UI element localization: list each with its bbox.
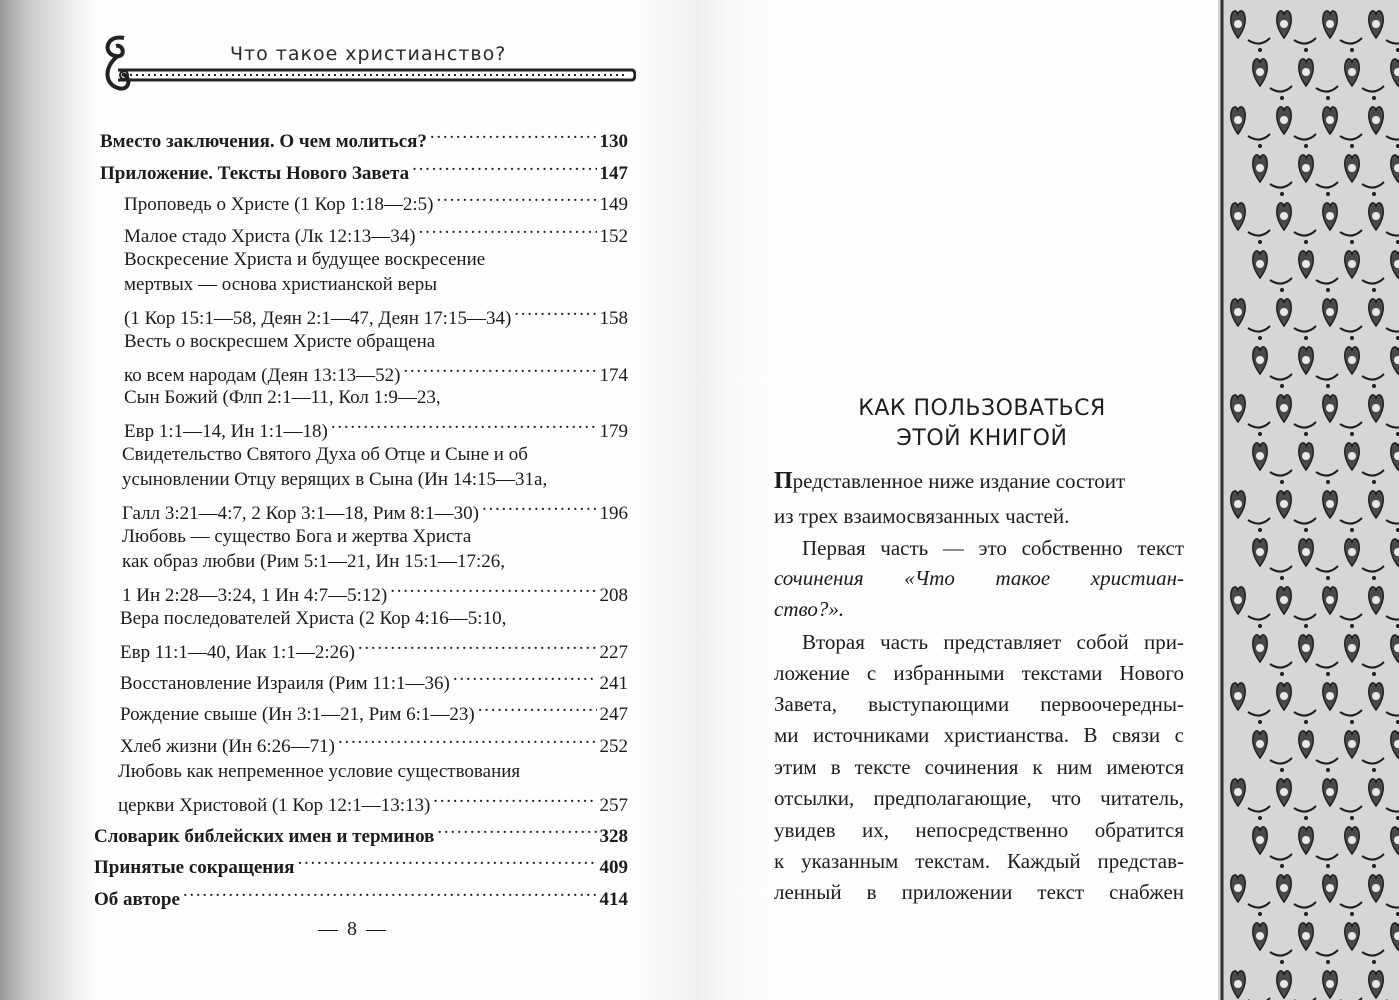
body-text-line: ми источниками христианства. В связи с xyxy=(774,723,1184,747)
toc-entry-title-line: Галл 3:21—4:7, 2 Кор 3:1—18, Рим 8:1—30) xyxy=(122,503,480,524)
toc-entry-title: Приложение. Тексты Нового Завета xyxy=(100,163,410,184)
toc-leader-dots xyxy=(297,844,596,873)
ornamental-rule-icon xyxy=(96,26,636,106)
toc-entry-title-line: (1 Кор 15:1—58, Деян 2:1—47, Деян 17:15—34) xyxy=(124,308,512,329)
center-fold-shadow xyxy=(640,0,770,1000)
toc-entry-title-line: мертвых — основа христианской веры xyxy=(124,274,438,295)
body-text: редставленное ниже издание состоит xyxy=(792,469,1126,493)
toc-leader-dots xyxy=(331,408,597,437)
toc-entry-page: 208 xyxy=(599,585,628,606)
body-text-line: Вторая часть представляет собой при- xyxy=(802,630,1184,654)
toc-entry-title-line: как образ любви (Рим 5:1—21, Ин 15:1—17:26, xyxy=(122,551,506,572)
toc-entry-title-line: Свидетельство Святого Духа об Отце и Сыне и об xyxy=(122,444,528,465)
floral-pattern-icon xyxy=(1218,0,1399,1000)
toc-leader-dots xyxy=(433,782,596,811)
toc-leader-dots xyxy=(390,572,596,601)
running-head-title: Что такое христианство? xyxy=(230,43,507,65)
toc-entry-title: Рождение свыше (Ин 3:1—21, Рим 6:1—23) xyxy=(120,704,475,725)
chapter-title-line: ЭТОЙ КНИГОЙ xyxy=(896,426,1068,451)
toc-leader-dots xyxy=(183,876,597,905)
toc-entry-page: 252 xyxy=(599,736,628,757)
toc-leader-dots xyxy=(514,295,596,324)
body-text-line: ленный в приложении текст снабжен xyxy=(774,880,1184,904)
toc-entry-title: Об авторе xyxy=(94,889,180,910)
toc-entry-page: 227 xyxy=(599,642,628,663)
body-text-line: отсылки, предполагающие, что читатель, xyxy=(774,786,1184,810)
toc-entry-page: 328 xyxy=(599,826,628,847)
toc-leader-dots xyxy=(358,629,597,658)
toc-entry-title: Хлеб жизни (Ин 6:26—71) xyxy=(120,736,336,757)
toc-entry-page: 414 xyxy=(599,889,628,910)
toc-entry-title: Проповедь о Христе (1 Кор 1:18—2:5) xyxy=(124,194,434,215)
toc-entry-page: 196 xyxy=(599,503,628,524)
chapter-title xyxy=(782,394,1182,454)
toc-leader-dots xyxy=(453,660,597,689)
drop-cap: П xyxy=(774,468,793,494)
toc-leader-dots xyxy=(430,118,597,147)
toc-entry-title: Восстановление Израиля (Рим 11:1—36) xyxy=(120,673,450,694)
toc-entry-page: 409 xyxy=(599,857,628,878)
page-number: — 8 — xyxy=(318,918,388,940)
body-text-line: этим в тексте сочинения к ним имеются xyxy=(774,755,1184,779)
floral-border-ornament xyxy=(1218,0,1399,1000)
toc-entry-title-line: Вера последователей Христа (2 Кор 4:16—5:10, xyxy=(120,608,507,629)
toc-entry-title-line: Сын Божий (Флп 2:1—11, Кол 1:9—23, xyxy=(124,387,441,408)
toc-leader-dots xyxy=(338,723,596,752)
toc-entry-page: 174 xyxy=(599,365,628,386)
toc-entry-page: 152 xyxy=(599,226,628,247)
body-text-line: к указанным текстам. Каждый представ- xyxy=(774,849,1184,873)
toc-entry-page: 147 xyxy=(599,163,628,184)
toc-leader-dots xyxy=(412,150,596,179)
body-text-line: ство?». xyxy=(774,597,845,621)
toc-entry-title-line: усыновлении Отцу верящих в Сына (Ин 14:15—31а, xyxy=(122,469,548,490)
toc-entry-title-line: Весть о воскресшем Христе обращена xyxy=(124,331,436,352)
chapter-title-line: КАК ПОЛЬЗОВАТЬСЯ xyxy=(858,396,1106,421)
toc-entry-title: Вместо заключения. О чем молиться? xyxy=(100,131,427,152)
toc-leader-dots xyxy=(403,352,596,381)
toc-entry-title-line: Евр 11:1—40, Иак 1:1—2:26) xyxy=(120,642,355,663)
toc-entry-title-line: Любовь — существо Бога и жертва Христа xyxy=(122,526,472,547)
body-text-line: сочинения «Что такое христиан- xyxy=(774,566,1184,590)
toc-entry-title: Принятые сокращения xyxy=(94,857,295,878)
toc-entry-page: 247 xyxy=(599,704,628,725)
body-text-line: Завета, выступающими первоочередны- xyxy=(774,692,1184,716)
toc-leader-dots xyxy=(437,181,597,210)
toc-entry-title: Словарик библейских имен и терминов xyxy=(94,826,435,847)
book-gutter-shadow xyxy=(0,0,92,1000)
toc-entry-title-line: церкви Христовой (1 Кор 12:1—13:13) xyxy=(118,795,431,816)
toc-entry[interactable] xyxy=(120,723,628,761)
toc-leader-dots xyxy=(482,490,596,519)
body-text-line xyxy=(774,466,1184,496)
running-head xyxy=(96,26,636,106)
toc-leader-dots xyxy=(437,813,596,842)
toc-entry-page: 130 xyxy=(599,131,628,152)
toc-leader-dots xyxy=(478,691,597,720)
toc-entry-title-line: Евр 1:1—14, Ин 1:1—18) xyxy=(124,421,328,442)
body-text-line: ложение с избранными текстами Нового xyxy=(774,661,1184,685)
toc-entry-title-line: 1 Ин 2:28—3:24, 1 Ин 4:7—5:12) xyxy=(122,585,388,606)
toc-entry-page: 149 xyxy=(599,194,628,215)
toc-entry-page: 179 xyxy=(599,421,628,442)
toc-leader-dots xyxy=(419,213,597,242)
body-text-line: из трех взаимосвязанных частей. xyxy=(774,504,1070,528)
toc-entry-page: 158 xyxy=(599,308,628,329)
toc-entry[interactable] xyxy=(94,876,628,914)
toc-entry-page: 241 xyxy=(599,673,628,694)
toc-entry-title-line: Любовь как непременное условие существования xyxy=(118,761,521,782)
body-text-line: увидев их, непосредственно обратится xyxy=(774,818,1184,842)
toc-entry-title-line: Воскресение Христа и будущее воскресение xyxy=(124,249,486,270)
toc-entry-title: Малое стадо Христа (Лк 12:13—34) xyxy=(124,226,416,247)
toc-entry-page: 257 xyxy=(599,795,628,816)
toc-entry-title-line: ко всем народам (Деян 13:13—52) xyxy=(124,365,401,386)
body-text-line: Первая часть — это собственно текст xyxy=(802,536,1184,560)
